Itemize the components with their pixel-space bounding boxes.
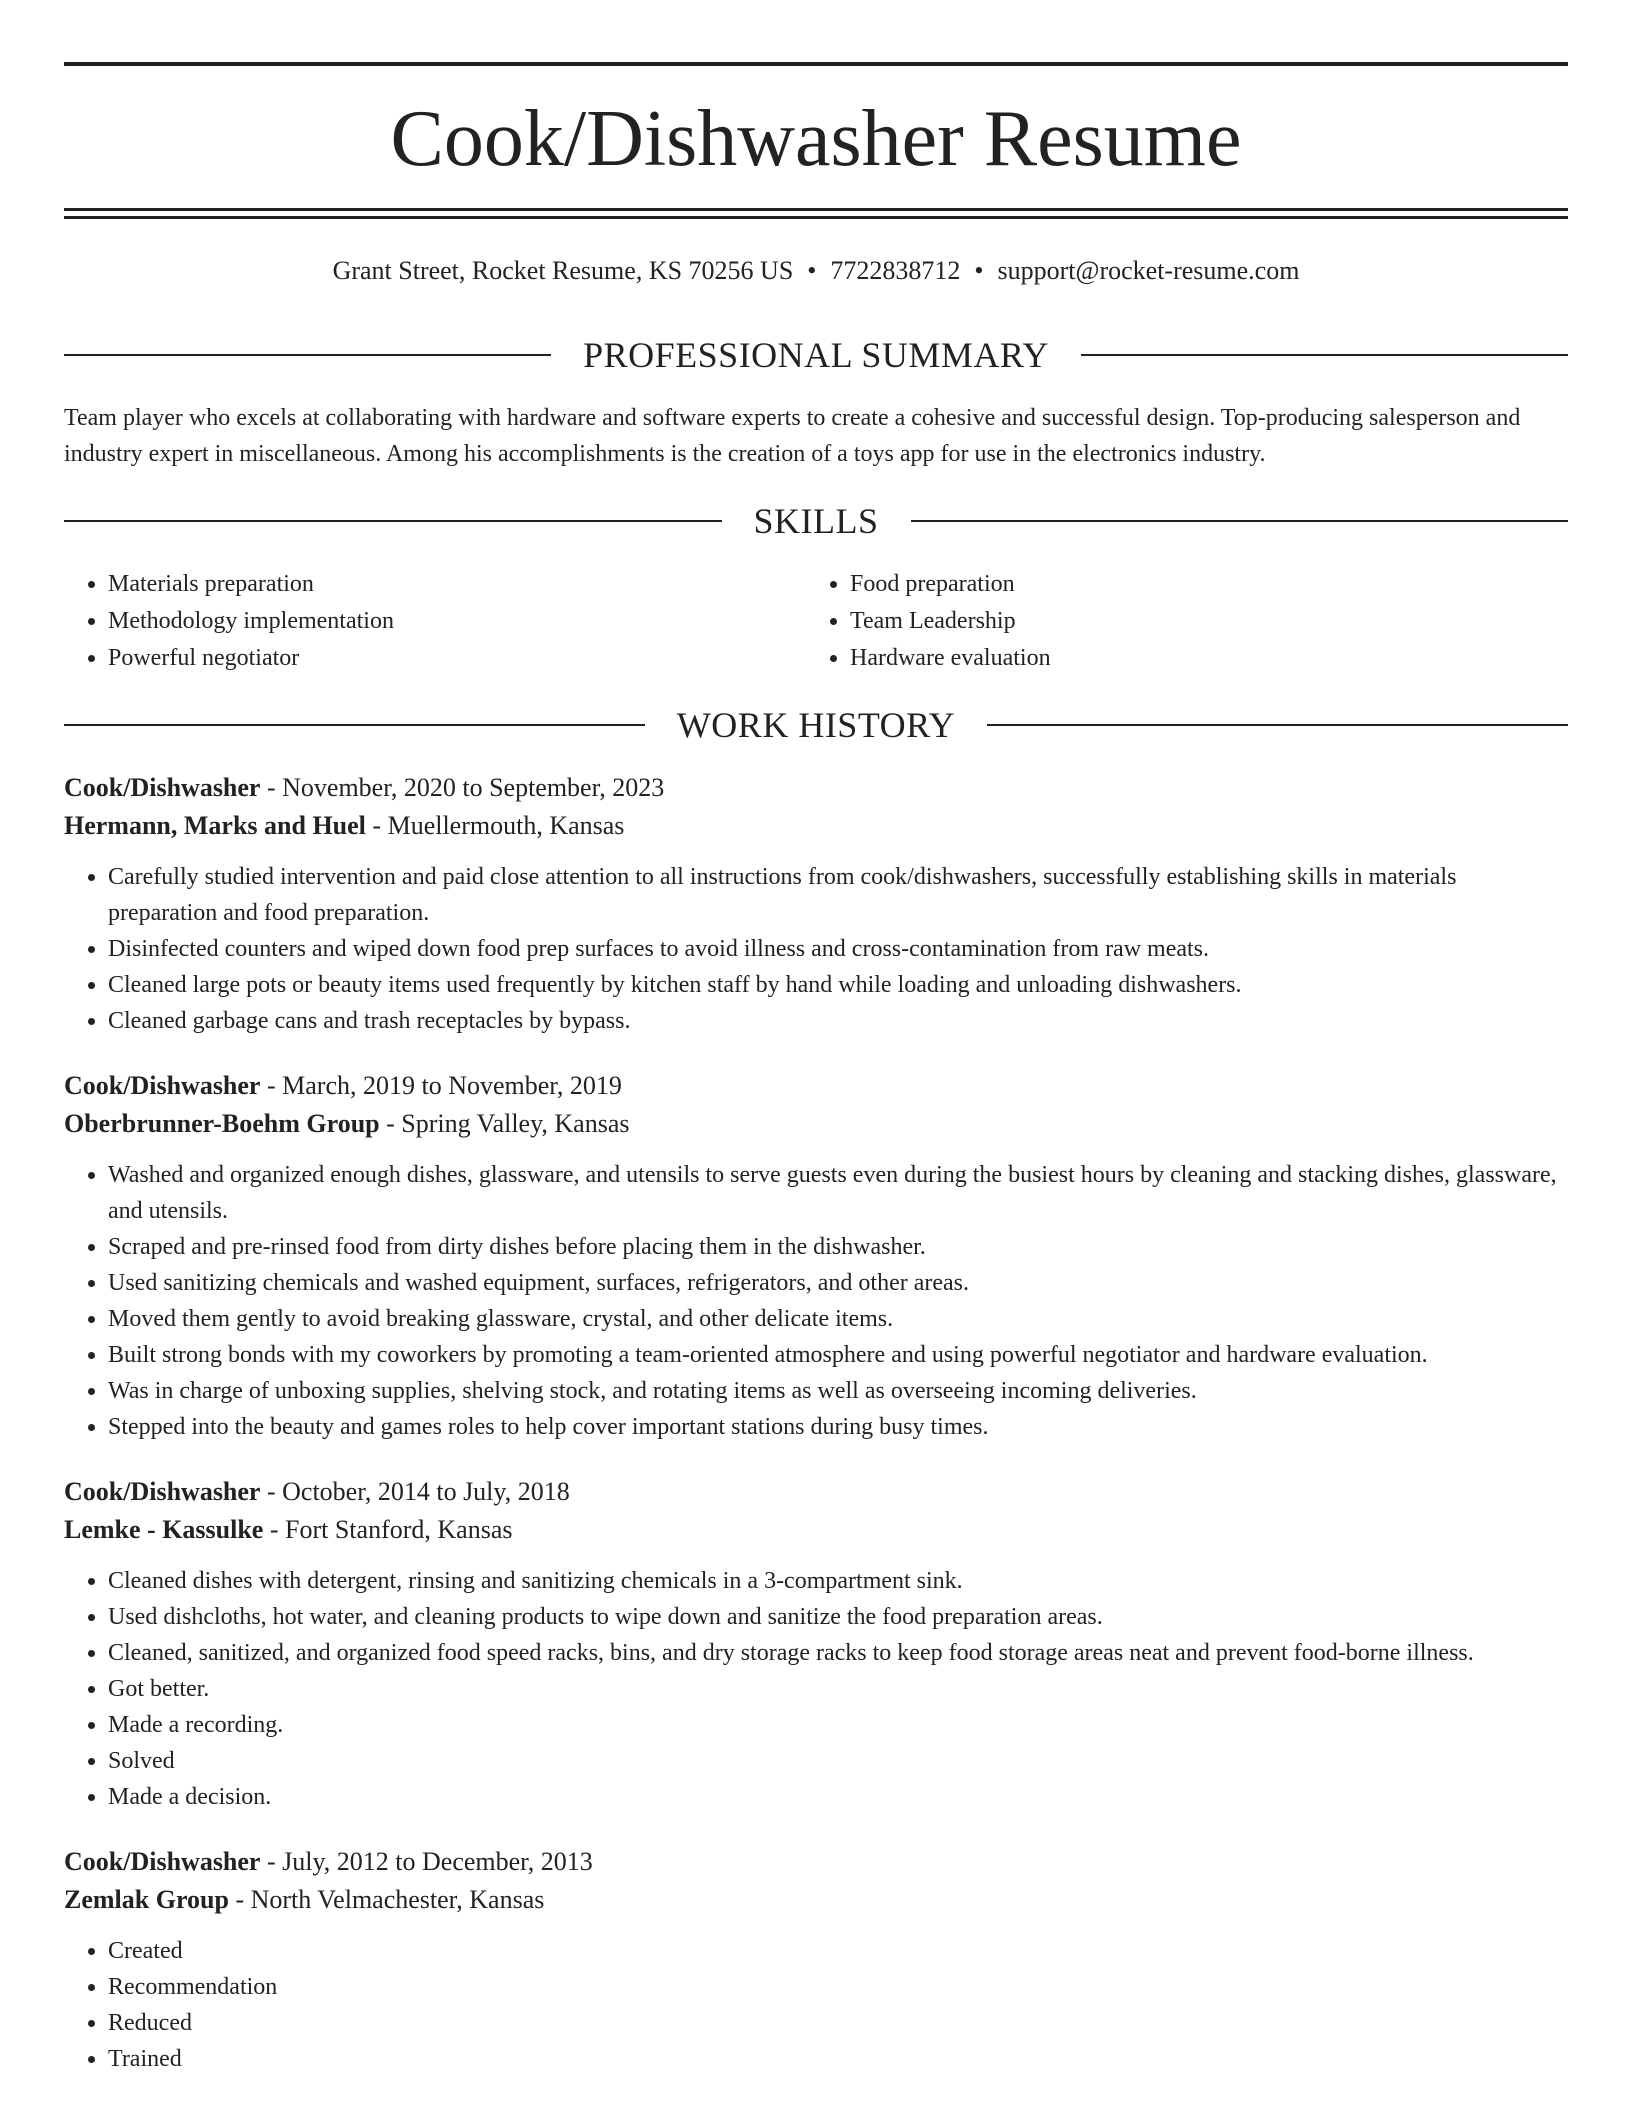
header-rule-top xyxy=(64,62,1568,66)
job-dates: - November, 2020 to September, 2023 xyxy=(260,773,665,802)
summary-text: Team player who excels at collaborating with hardware and software experts to create a cohesive and successful design. Top-producing salesperson and industry expert in miscellaneous. Among his accomplishments is the creation of a toys app for use in the electronics industry. xyxy=(64,405,1521,467)
job-entry xyxy=(64,1473,1568,1815)
job-bullet: • Solved xyxy=(108,1743,1568,1779)
skills-column-right xyxy=(806,566,1548,677)
header-rule-double-upper xyxy=(64,208,1568,211)
job-dates: - July, 2012 to December, 2013 xyxy=(260,1847,593,1876)
section-heading-skills xyxy=(64,499,1568,543)
job-bullet: • Reduced xyxy=(108,2005,1568,2041)
section-title: WORK HISTORY xyxy=(676,705,956,745)
job-bullet: • Stepped into the beauty and games roles to help cover important stations during busy times. xyxy=(108,1409,1568,1445)
job-bullet: • Got better. xyxy=(108,1671,1568,1707)
contact-line xyxy=(64,254,1568,288)
skill-item: • Team Leadership xyxy=(850,603,1548,640)
contact-address: Grant Street, Rocket Resume, KS 70256 US xyxy=(332,256,794,285)
job-bullet: • Built strong bonds with my coworkers by promoting a team-oriented atmosphere and using powerful negotiator and hardware evaluation. xyxy=(108,1337,1568,1373)
job-bullet: • Created xyxy=(108,1933,1568,1969)
job-entry xyxy=(64,1843,1568,2077)
header-rule-double-lower xyxy=(64,216,1568,219)
skill-item: • Hardware evaluation xyxy=(850,640,1548,677)
job-bullet: • Washed and organized enough dishes, glassware, and utensils to serve guests even during the busiest hours by cleaning and stacking dishes, glassware, and utensils. xyxy=(108,1157,1568,1229)
job-bullet: • Recommendation xyxy=(108,1969,1568,2005)
job-bullet: • Cleaned dishes with detergent, rinsing and sanitizing chemicals in a 3-compartment sink. xyxy=(108,1563,1568,1599)
section-title: PROFESSIONAL SUMMARY xyxy=(583,335,1049,375)
job-dates: - October, 2014 to July, 2018 xyxy=(260,1477,570,1506)
job-company-line xyxy=(64,1881,1568,1919)
job-bullets xyxy=(64,1157,1568,1445)
job-bullet: • Scraped and pre-rinsed food from dirty dishes before placing them in the dishwasher. xyxy=(108,1229,1568,1265)
job-title: Cook/Dishwasher xyxy=(64,1477,261,1506)
job-title-line xyxy=(64,1067,1568,1105)
job-bullet: • Trained xyxy=(108,2041,1568,2077)
job-bullet: • Moved them gently to avoid breaking glassware, crystal, and other delicate items. xyxy=(108,1301,1568,1337)
section-divider xyxy=(64,520,722,522)
job-bullet: • Cleaned large pots or beauty items used frequently by kitchen staff by hand while loading and unloading dishwashers. xyxy=(108,967,1568,1003)
job-title: Cook/Dishwasher xyxy=(64,1071,261,1100)
skills-column-left xyxy=(64,566,806,677)
skill-item: • Materials preparation xyxy=(108,566,806,603)
job-location: - Fort Stanford, Kansas xyxy=(263,1515,513,1544)
job-bullet: • Disinfected counters and wiped down food prep surfaces to avoid illness and cross-contamination from raw meats. xyxy=(108,931,1568,967)
skills-list xyxy=(64,566,1568,677)
job-bullet: • Was in charge of unboxing supplies, shelving stock, and rotating items as well as overseeing incoming deliveries. xyxy=(108,1373,1568,1409)
job-bullet: • Made a recording. xyxy=(108,1707,1568,1743)
job-company-line xyxy=(64,807,1568,845)
job-location: - Muellermouth, Kansas xyxy=(365,811,625,840)
job-title-line xyxy=(64,1473,1568,1511)
contact-separator: • xyxy=(974,256,984,285)
section-title: SKILLS xyxy=(753,501,879,541)
section-heading-summary xyxy=(64,333,1568,377)
section-divider xyxy=(64,724,645,726)
job-location: - North Velmachester, Kansas xyxy=(228,1885,545,1914)
contact-separator: • xyxy=(807,256,817,285)
section-divider xyxy=(987,724,1568,726)
job-dates: - March, 2019 to November, 2019 xyxy=(260,1071,622,1100)
job-bullet: • Made a decision. xyxy=(108,1779,1568,1815)
page-title: Cook/Dishwasher Resume xyxy=(390,95,1242,183)
job-bullet: • Carefully studied intervention and paid close attention to all instructions from cook/dishwashers, successfully establishing skills in materials preparation and food preparation. xyxy=(108,859,1568,931)
job-bullets xyxy=(64,1933,1568,2077)
contact-phone: 7722838712 xyxy=(830,256,961,285)
job-company: Lemke - Kassulke xyxy=(64,1515,264,1544)
job-location: - Spring Valley, Kansas xyxy=(379,1109,630,1138)
job-company: Oberbrunner-Boehm Group xyxy=(64,1109,380,1138)
job-bullet: • Used sanitizing chemicals and washed equipment, surfaces, refrigerators, and other areas. xyxy=(108,1265,1568,1301)
job-entry xyxy=(64,1067,1568,1445)
job-company: Hermann, Marks and Huel xyxy=(64,811,366,840)
work-history-list xyxy=(64,769,1568,2105)
job-company-line xyxy=(64,1105,1568,1143)
skill-item: • Powerful negotiator xyxy=(108,640,806,677)
job-company: Zemlak Group xyxy=(64,1885,229,1914)
job-bullets xyxy=(64,859,1568,1039)
job-bullet: • Cleaned garbage cans and trash receptacles by bypass. xyxy=(108,1003,1568,1039)
section-divider xyxy=(1081,354,1568,356)
section-divider xyxy=(911,520,1569,522)
job-title-line xyxy=(64,1843,1568,1881)
job-company-line xyxy=(64,1511,1568,1549)
skill-item: • Food preparation xyxy=(850,566,1548,603)
job-bullet: • Used dishcloths, hot water, and cleaning products to wipe down and sanitize the food preparation areas. xyxy=(108,1599,1568,1635)
section-heading-work-history xyxy=(64,703,1568,747)
job-title: Cook/Dishwasher xyxy=(64,773,261,802)
job-entry xyxy=(64,769,1568,1039)
section-divider xyxy=(64,354,551,356)
job-title: Cook/Dishwasher xyxy=(64,1847,261,1876)
job-bullet: • Cleaned, sanitized, and organized food speed racks, bins, and dry storage racks to keep food storage areas neat and prevent food-borne illness. xyxy=(108,1635,1568,1671)
job-title-line xyxy=(64,769,1568,807)
job-bullets xyxy=(64,1563,1568,1815)
skill-item: • Methodology implementation xyxy=(108,603,806,640)
contact-email: support@rocket-resume.com xyxy=(997,256,1300,285)
